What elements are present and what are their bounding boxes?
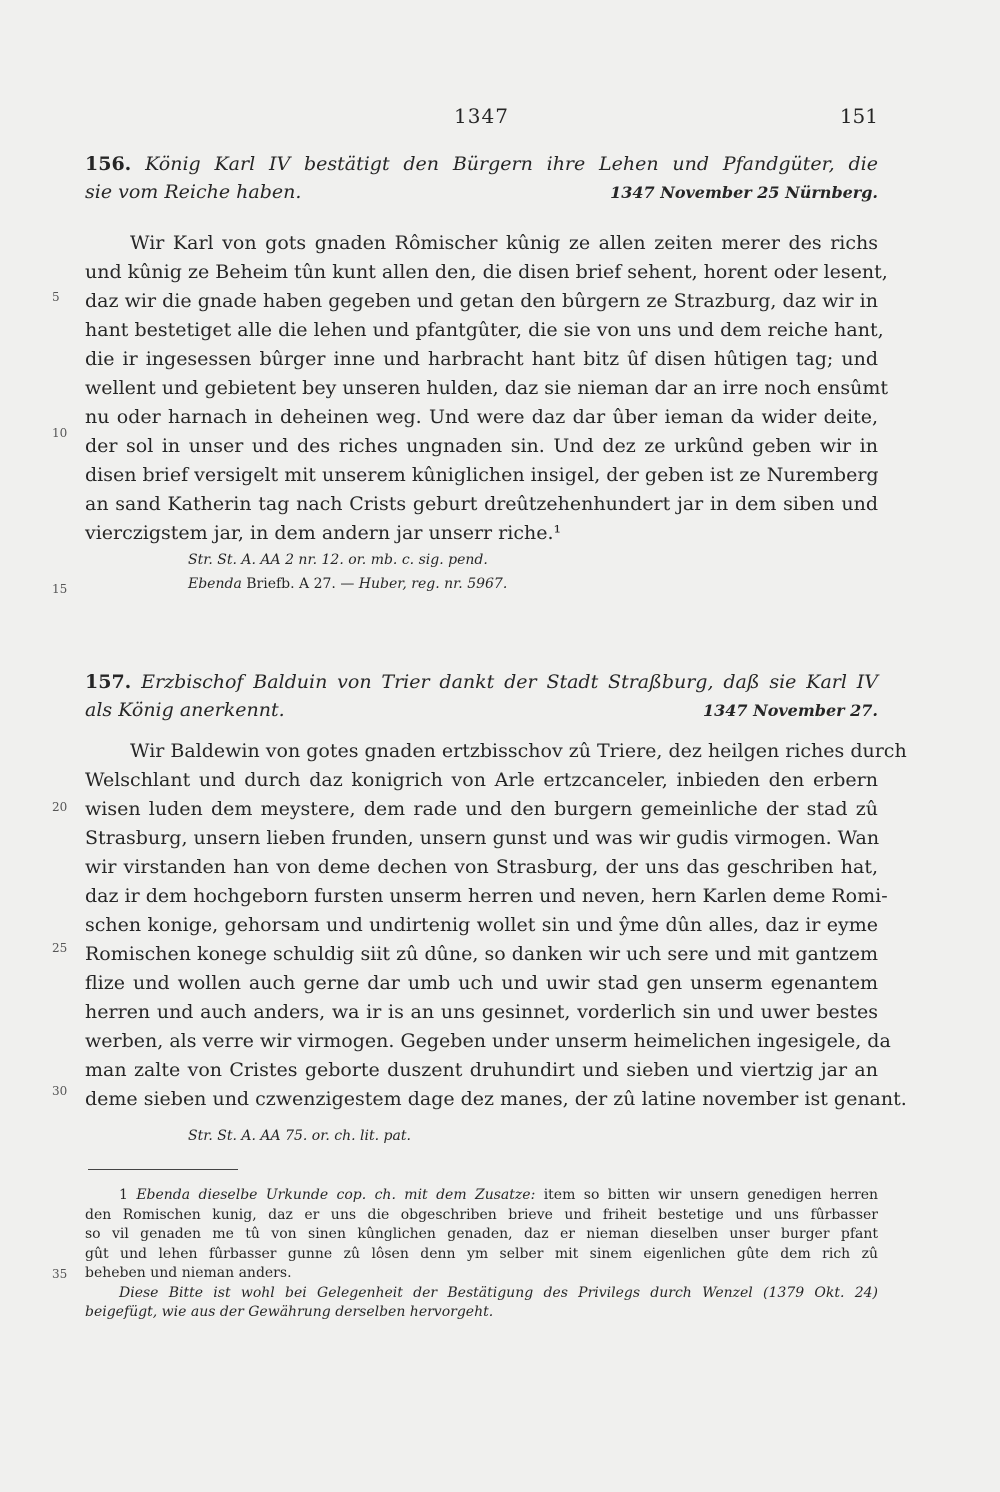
footnote-line: gût und lehen fûrbasser gunne zû lôsen denn ym selber mit sinem eigenlichen gûte dem rich zû <box>85 1245 878 1262</box>
doc157-line: wir virstanden han von deme dechen von Strasburg, der uns das geschriben hat, <box>85 856 878 878</box>
source-briefb: Briefb. A 27. — <box>246 576 355 592</box>
doc157-title-line1: Erzbischof Balduin von Trier dankt der Stadt Straßburg, daß sie Karl IV <box>141 671 878 693</box>
line-number: 15 <box>52 582 68 596</box>
doc157-line: herren und auch anders, wa ir is an uns gesinnet, vorderlich sin und uwer bestes <box>85 1001 878 1023</box>
doc156-line: an sand Katherin tag nach Crists geburt dreûtzehenhundert jar in dem siben und <box>85 493 878 515</box>
footnote-intro: Ebenda dieselbe Urkunde cop. ch. mit dem Zusatze: <box>136 1187 536 1203</box>
doc157-line: Welschlant und durch daz konigrich von Arle ertzcanceler, inbieden den erbern <box>85 769 878 791</box>
doc156-heading <box>85 150 878 206</box>
doc157-line: daz ir dem hochgeborn fursten unserm herren und neven, hern Karlen deme Romi- <box>85 885 888 907</box>
line-number: 20 <box>52 800 68 814</box>
doc156-line: die ir ingesessen bûrger inne und harbracht hant bitz ûf disen hûtigen tag; und <box>85 348 878 370</box>
doc157-source <box>188 1124 411 1148</box>
doc156-text <box>85 229 888 548</box>
doc157-line: schen konige, gehorsam und undirtenig wollet sin und ŷme dûn alles, daz ir eyme <box>85 914 878 936</box>
doc157-date: 1347 November 27. <box>702 701 878 720</box>
doc156-line: disen brief versigelt mit unserem kûniglichen insigel, der geben ist ze Nuremberg <box>85 464 879 486</box>
line-number: 5 <box>52 290 60 304</box>
footnote-note-line1: Diese Bitte ist wohl bei Gelegenheit der Bestätigung des Privilegs durch Wenzel (1379 Okt. 24) <box>119 1284 878 1301</box>
doc157-line: deme sieben und czwenzigestem dage dez manes, der zû latine november ist genant. <box>85 1088 907 1110</box>
line-number: 35 <box>52 1267 68 1281</box>
line-number: 25 <box>52 941 68 955</box>
doc157-source-line1: Str. St. A. AA 75. or. ch. lit. pat. <box>188 1128 411 1144</box>
doc156-line: und kûnig ze Beheim tûn kunt allen den, die disen brief sehent, horent oder lesent, <box>85 261 888 283</box>
doc157-line: Strasburg, unsern lieben frunden, unsern gunst und was wir gudis virmogen. Wan <box>85 827 880 849</box>
doc156-line: vierczigstem jar, in dem andern jar unserr riche.¹ <box>85 522 562 544</box>
doc156-line: daz wir die gnade haben gegeben und getan den bûrgern ze Strazburg, daz wir in <box>85 290 878 312</box>
line-number: 10 <box>52 426 68 440</box>
doc156-number: 156. <box>85 153 132 175</box>
footnote-line1-rest: item so bitten wir unsern genedigen herren <box>543 1187 878 1203</box>
doc156-line: der sol in unser und des riches ungnaden sin. Und dez ze urkûnd geben wir in <box>85 435 878 457</box>
footnote-line: den Romischen kunig, daz er uns die obgeschriben brieve und friheit bestetige und uns fûrbasser <box>85 1206 878 1223</box>
doc157-text <box>85 737 907 1114</box>
doc156-title-line1: König Karl IV bestätigt den Bürgern ihre Lehen und Pfandgüter, die <box>145 153 878 175</box>
doc156-source-line1: Str. St. A. AA 2 nr. 12. or. mb. c. sig. pend. <box>188 552 488 568</box>
doc157-line: wisen luden dem meystere, dem rade und den burgern gemeinliche der stad zû <box>85 798 878 820</box>
doc157-line: Romischen konege schuldig siit zû dûne, so danken wir uch sere und mit gantzem <box>85 943 878 965</box>
doc156-title-line2: sie vom Reiche haben. <box>85 181 302 203</box>
doc157-line: Wir Baldewin von gotes gnaden ertzbisschov zû Triere, dez heilgen riches durch <box>130 740 907 762</box>
footnote-note-line2: beigefügt, wie aus der Gewährung derselben hervorgeht. <box>85 1304 494 1320</box>
source-huber: Huber, reg. nr. 5967. <box>358 576 508 592</box>
doc156-line: wellent und gebietent bey unseren hulden, daz sie nieman dar an irre noch ensûmt <box>85 377 888 399</box>
source-ebenda: Ebenda <box>188 576 242 592</box>
doc156-source <box>188 548 507 596</box>
page-number: 151 <box>839 104 878 128</box>
doc156-line: hant bestetiget alle die lehen und pfantgûter, die sie von uns und dem reiche hant, <box>85 319 884 341</box>
footnote-line: beheben und nieman anders. <box>85 1265 292 1281</box>
doc157-heading <box>85 668 878 724</box>
footnote-line: so vil genaden me tû von sinen kûnglichen genaden, daz er nieman dieselben unser burger pfant <box>85 1226 878 1242</box>
doc156-line: nu oder harnach in deheinen weg. Und were daz dar ûber ieman da wider deite, <box>85 406 878 428</box>
footnotes <box>85 1186 878 1323</box>
doc157-line: man zalte von Cristes geborte duszent druhundirt und sieben und viertzig jar an <box>85 1059 878 1081</box>
footnote-line <box>85 1186 878 1206</box>
doc157-line: flize und wollen auch gerne dar umb uch und uwir stad gen unserm egenantem <box>85 972 878 994</box>
footnote-marker: 1 <box>119 1187 128 1203</box>
doc157-line: werben, als verre wir virmogen. Gegeben under unserm heimelichen ingesigele, da <box>85 1030 891 1052</box>
doc157-number: 157. <box>85 671 132 693</box>
doc157-title-line2: als König anerkennt. <box>85 699 285 721</box>
running-header <box>85 104 878 134</box>
header-year: 1347 <box>454 104 509 128</box>
doc156-date: 1347 November 25 Nürnberg. <box>610 183 878 202</box>
line-number: 30 <box>52 1084 68 1098</box>
footnote-rule <box>88 1169 238 1170</box>
doc156-line: Wir Karl von gots gnaden Rômischer kûnig ze allen zeiten merer des richs <box>130 232 878 254</box>
doc156-source-line2 <box>188 572 507 596</box>
